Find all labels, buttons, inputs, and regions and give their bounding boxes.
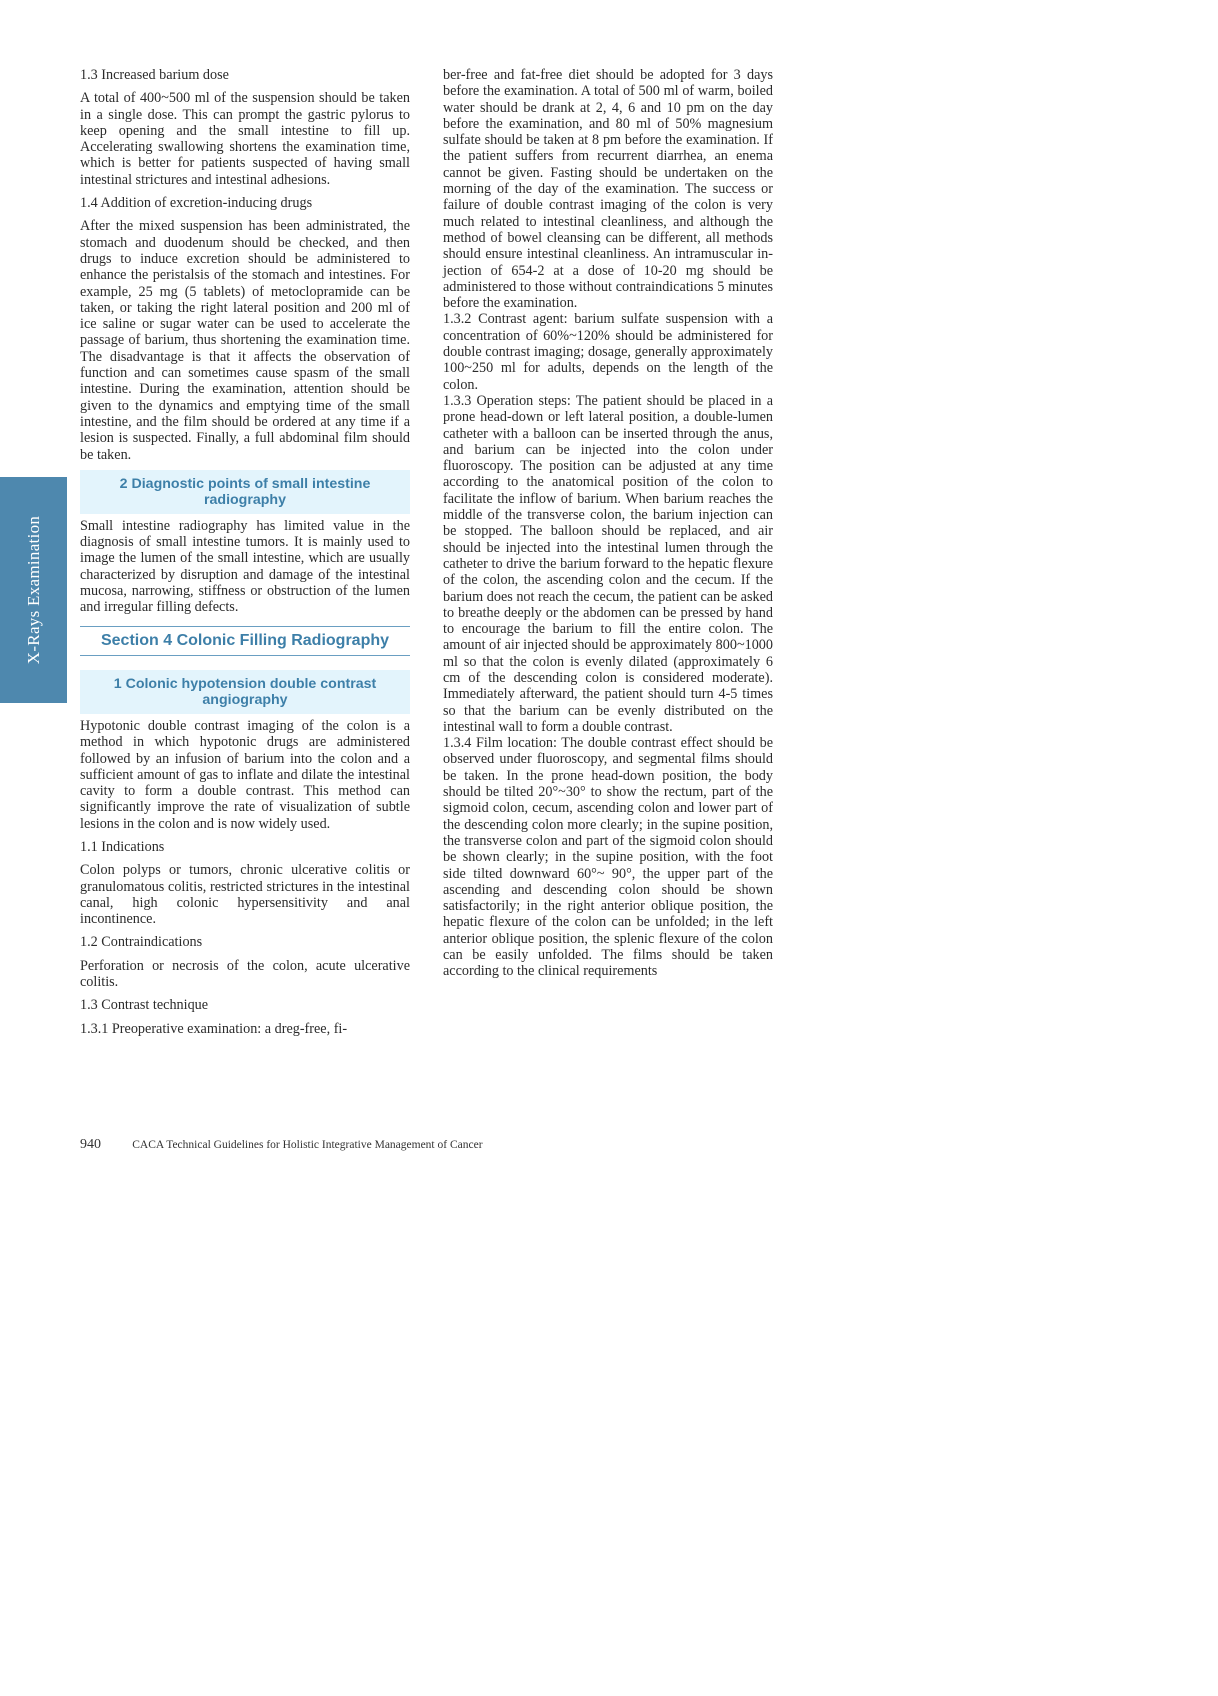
paragraph-1-3: A total of 400~500 ml of the suspension should be taken in a single dose. This can prompt the gastric pylorus to keep opening and the small intestine to fill up. Accelerating swallowing shortens the examination time, which is better for patients suspected of having small intestinal strictures and intestinal adhesions.	[80, 90, 410, 188]
chapter-side-tab	[0, 477, 67, 703]
chapter-side-tab-label: X-Rays Examination	[23, 515, 43, 665]
subheading-contrast-technique: 1.3 Contrast technique	[80, 997, 209, 1014]
heading-colonic-hypotension: 1 Colonic hypotension double contrast angiography	[80, 670, 410, 714]
paragraph-indications: Colon polyps or tumors, chronic ulcerative colitis or granulomatous colitis, restricted strictures in the intestinal canal, high colonic hypersensitivity and anal incontinence.	[80, 862, 410, 928]
page-footer	[80, 1136, 483, 1153]
subheading-1-3: 1.3 Increased barium dose	[80, 67, 229, 83]
book-title: CACA Technical Guidelines for Holistic Integrative Management of Cancer	[132, 1139, 483, 1151]
section-4-title: Section 4 Colonic Filling Radiography	[80, 626, 410, 656]
right-column	[443, 67, 773, 980]
paragraph-preoperative-start: 1.3.1 Preoperative examination: a dreg-free, fi-	[80, 1020, 348, 1037]
left-column	[80, 67, 410, 1044]
paragraph-colonic-hypotension: Hypotonic double contrast imaging of the colon is a method in which hypotonic drugs are administered followed by an infusion of barium into the colon and a sufficient amount of gas to inflate and dilate the intestinal cavity to form a double contrast. This method can significantly improve the rate of visualization of subtle lesions in the colon and is now widely used.	[80, 717, 410, 832]
page-number: 940	[80, 1137, 101, 1152]
paragraph-diagnostic-points: Small intestine radiography has limited value in the diagnosis of small intestine tumors. It is mainly used to image the lumen of the small intestine, which are usually characterized by disruption and damage of the intestinal mucosa, narrowing, stiffness or obstruction of the lumen and irregular filling defects.	[80, 517, 410, 616]
subheading-contraindications: 1.2 Contraindications	[80, 934, 203, 951]
paragraph-1-4: After the mixed suspension has been administrated, the stomach and duodenum should be checked, and then drugs to induce excretion should be administered to enhance the peristalsis of the stomach and intestines. For example, 25 mg (5 tablets) of metoclopramide can be taken, or taking the right lateral position and 200 ml of ice saline or sugar water can be used to accelerate the passage of barium, thus shortening the examination time. The disadvantage is that it affects the observation of function and can sometimes cause spasm of the small intestine. During the examination, attention should be given to the dynamics and emptying time of the small intestine, and the film should be ordered at any time if a lesion is suspected. Finally, a full abdominal film should be taken.	[80, 218, 410, 463]
subheading-indications: 1.1 Indications	[80, 838, 165, 855]
subheading-1-4: 1.4 Addition of excretion-inducing drugs	[80, 195, 313, 212]
paragraph-preoperative-cont: ber-free and fat-free diet should be adopted for 3 days before the examination. A total of 500 ml of warm, boiled water should be drank at 2, 4, 6 and 10 pm on the day before the examination, and 80 ml of 50% magnesium sulfate should be taken at 8 pm before the examination. If the patient suffers from recurrent diarrhea, an enema cannot be given. Fasting should be undertaken on the morning of the day of the examination. The success or failure of double contrast imaging of the colon is very much related to intestinal cleanliness, and although the method of bowel cleansing can be different, all methods should ensure intestinal cleanliness. An intramuscular injection of 654-2 at a dose of 10-20 mg should be administered to those without contraindications 5 minutes before the examination.	[443, 67, 773, 312]
paragraph-contraindications: Perforation or necrosis of the colon, acute ulcerative colitis.	[80, 957, 410, 991]
paragraph-film-location: 1.3.4 Film location: The double contrast effect should be observed under fluoroscopy, and segmental films should be taken. In the prone head-down position, the body should be tilted 20°~30° to show the rectum, part of the sigmoid colon, cecum, ascending colon and lower part of the descending colon more clearly; in the supine position, the transverse colon and part of the sigmoid colon should be shown clearly; in the supine position, with the foot side tilted downward 60°~ 90°, the upper part of the ascending and descending colon should be shown satisfactorily; in the right anterior oblique position, the hepatic flexure of the colon can be unfolded; in the left anterior oblique position, the splenic flexure of the colon can be easily unfolded. The films should be taken according to the clinical requirements	[443, 735, 773, 980]
paragraph-operation-steps: 1.3.3 Operation steps: The patient should be placed in a prone head-down or left lateral position, a double-lumen catheter with a balloon can be inserted through the anus, and barium can be injected into the colon under fluoroscopy. The position can be adjusted at any time according to the anatomical position of the colon to facilitate the inflow of barium. When barium reaches the middle of the transverse colon, the barium injection can be stopped. The balloon should be replaced, and air should be injected into the intestinal lumen through the catheter to drive the barium forward to the hepatic flexure of the colon, the ascending colon and the cecum. If the barium does not reach the cecum, the patient can be asked to breathe deeply or the abdomen can be pressed by hand to encourage the barium to fill the entire colon. The amount of air injected should be approximately 800~1000 ml so that the colon is evenly dilated (approximately 6 cm of the descending colon is considered moderate). Immediately afterward, the patient should turn 4-5 times so that the barium can be evenly distributed on the intestinal wall to form a double contrast.	[443, 392, 773, 735]
heading-diagnostic-points: 2 Diagnostic points of small intestine radiography	[80, 470, 410, 514]
paragraph-contrast-agent: 1.3.2 Contrast agent: barium sulfate suspension with a concentration of 60%~120% should be administered for double contrast imaging; dosage, generally approximately 100~250 ml for adults, depends on the length of the colon.	[443, 311, 773, 393]
